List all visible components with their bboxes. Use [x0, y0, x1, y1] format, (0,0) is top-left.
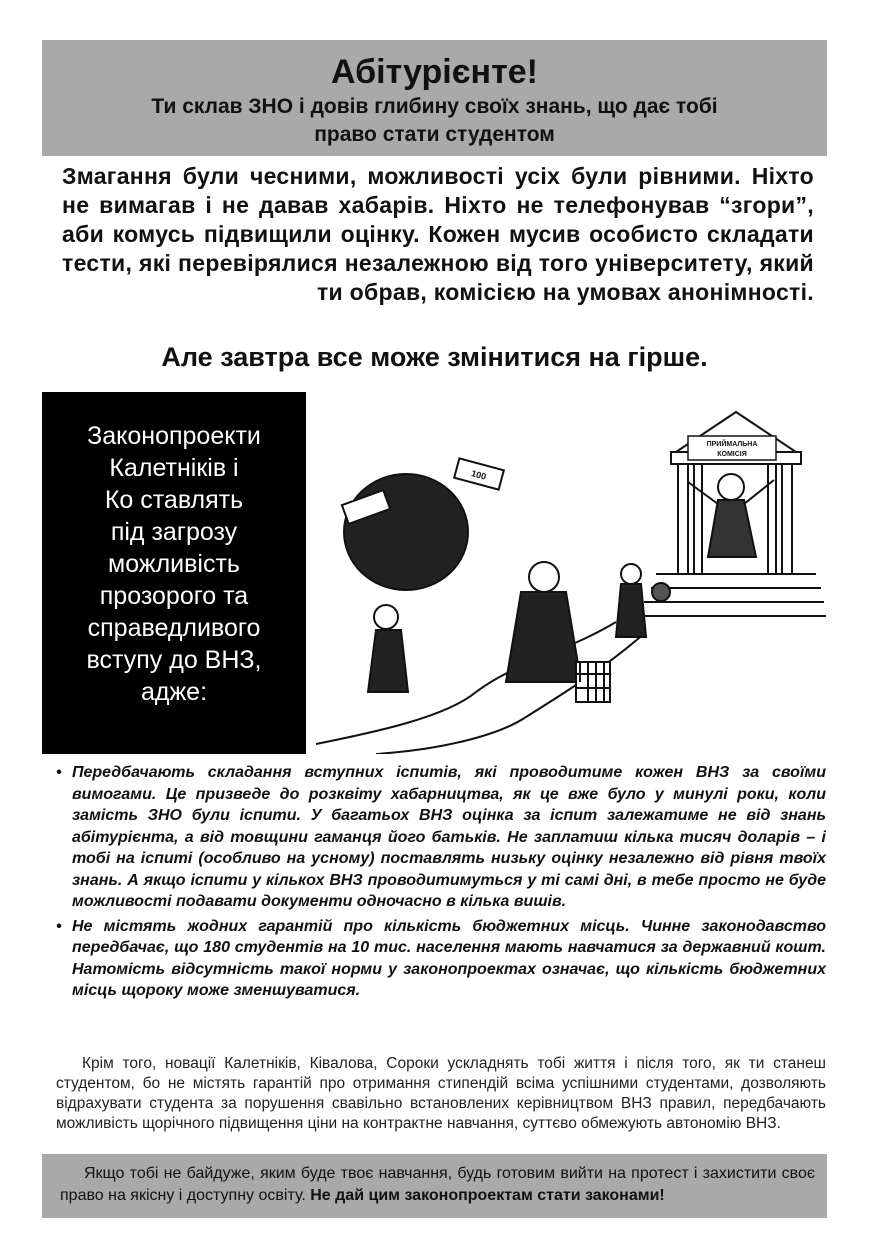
bullet-list — [56, 762, 826, 1005]
sign-line-1: ПРИЙМАЛЬНА — [706, 441, 758, 448]
footer-text: Якщо тобі не байдуже, яким буде твоє навчання, будь готовим вийти на протест і захистити своє право на якісну і доступну освіту. — [60, 1165, 815, 1204]
callout-line: вступу до ВНЗ, — [86, 646, 262, 674]
callout-line: Ко ставлять — [104, 486, 244, 514]
header-banner — [42, 40, 827, 156]
sign-line-2: КОМІСІЯ — [717, 451, 747, 458]
cartoon-illustration — [316, 392, 826, 754]
callout-line: прозорого та — [99, 582, 249, 610]
lead-paragraph: Змагання були чесними, можливості усіх були рівними. Ніхто не вимагав і не давав хабарів. Ніхто не телефонував “згори”, аби комусь підвищили оцінку. Кожен мусив особисто складати тести, які перевірялися незалежною від того університету, який ти обрав, комісією на умовах анонімності. — [62, 163, 814, 305]
footer-banner — [42, 1154, 827, 1218]
bullet-item — [56, 762, 826, 913]
callout-line: під загрозу — [110, 518, 238, 546]
callout-line: Законопроекти — [87, 422, 261, 450]
banknote-label: 100 — [470, 468, 488, 482]
subtitle-line-2: право стати студентом — [314, 123, 555, 146]
callout-line: адже: — [140, 678, 208, 706]
black-callout-box — [42, 392, 306, 754]
bullet-text: Передбачають складання вступних іспитів, які проводитиме кожен ВНЗ за своїми вимогами. Це призведе до розквіту хабарництва, як це вже було у минулі роки, коли замість ЗНО були іспити. У багатьох ВНЗ оцінка за іспит залежатиме не від знань абітурієнта, а від товщини гаманця його батьків. Не заплатиш кілька тисяч доларів – і тобі на іспиті (особливо на усному) поставлять низьку оцінку незалежно від рівня твоїх знань. А якщо іспити у кількох ВНЗ проводитимуться у ті самі дні, в тебе просто не буде можливості подавати документи одночасно в кілька вишів. — [72, 764, 826, 910]
footer-bold-text: Не дай цим законопроектам стати законами! — [310, 1187, 665, 1204]
callout-line: Калетніків і — [109, 454, 239, 482]
bullet-dot-icon: • — [56, 917, 62, 935]
bullet-dot-icon: • — [56, 764, 62, 781]
subtitle-line-1: Ти склав ЗНО і довів глибину своїх знань, що дає тобі — [151, 95, 718, 118]
warning-heading: Але завтра все може змінитися на гірше. — [161, 342, 708, 372]
callout-line: справедливого — [87, 614, 261, 642]
bullet-text: Не містять жодних гарантій про кількість бюджетних місць. Чинне законодавство передбачає, що 180 студентів на 10 тис. населення мають навчатися за державний кошт. Натомість відсутність такої норми у законопроектах означає, що кількість бюджетних місць щороку може зменшуватися. — [72, 917, 826, 999]
page-title: Абітурієнте! — [331, 53, 538, 91]
body-paragraph: Крім того, новації Калетніків, Ківалова, Сороки ускладнять тобі життя і після того, як ти станеш студентом, бо не містять гарантій про отримання стипендій всіма успішними студентами, дозволяють відрахувати студента за порушення свавільно встановлених керівництвом ВНЗ правил, передбачають можливість щорічного підвищення ціни на контрактне навчання, суттєво обмежують автономію ВНЗ. — [56, 1055, 826, 1132]
bullet-item — [56, 916, 826, 1002]
callout-line: можливість — [108, 550, 240, 578]
